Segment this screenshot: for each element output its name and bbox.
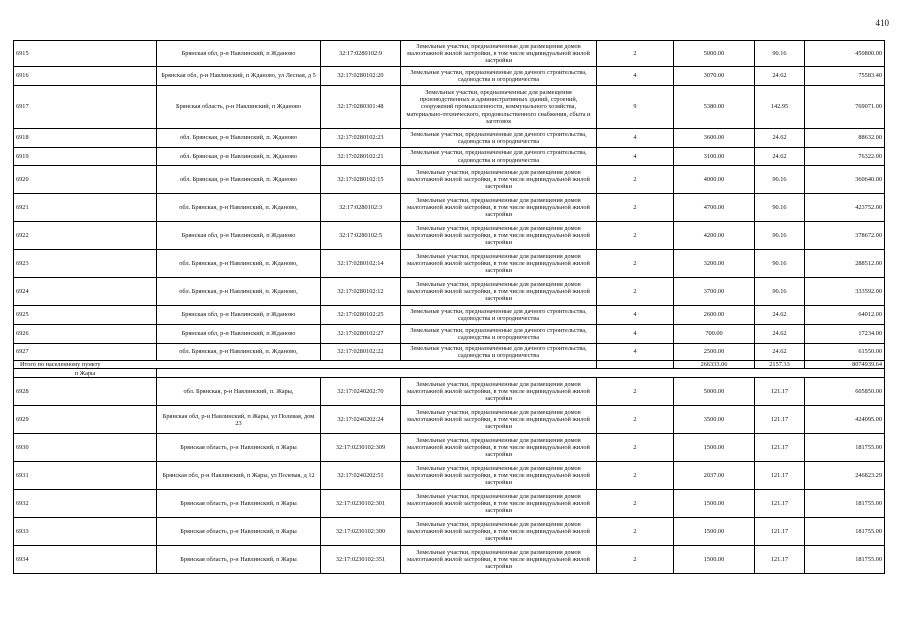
row-number: 6932	[14, 490, 157, 518]
table-row	[14, 67, 885, 86]
subtotal-row	[14, 361, 885, 369]
row-use-group: 4	[597, 306, 674, 325]
locality-row	[14, 369, 885, 378]
row-cadastral-value: 333592.00	[805, 278, 885, 306]
row-land-use: Земельные участки, предназначенные для размещения домов малоэтажной жилой застройки, в том числе индивидуальной жилой застройки	[401, 462, 597, 490]
row-cadastral-number: 32:17:0280102:25	[321, 306, 401, 325]
row-cadastral-value: 360640.00	[805, 166, 885, 194]
row-use-group: 2	[597, 490, 674, 518]
row-area: 5380.00	[674, 86, 755, 129]
row-number: 6930	[14, 434, 157, 462]
row-cadastral-number: 32:17:0280102:23	[321, 129, 401, 148]
row-land-use: Земельные участки, предназначенные для размещения домов малоэтажной жилой застройки, в том числе индивидуальной жилой застройки	[401, 546, 597, 574]
table-row	[14, 325, 885, 344]
row-land-use: Земельные участки, предназначенные для размещения производственных и административных зданий, строений, сооружений промышленности, коммунального хозяйства, материально-технического, продовольственного снабжения, сбыта и заготовок	[401, 86, 597, 129]
row-area: 2500.00	[674, 344, 755, 361]
row-rate: 24.62	[755, 129, 805, 148]
row-use-group: 2	[597, 462, 674, 490]
row-area: 5000.00	[674, 41, 755, 67]
table-row	[14, 518, 885, 546]
row-area: 3600.00	[674, 129, 755, 148]
row-number: 6919	[14, 148, 157, 166]
row-address: Брянская обл, р-н Навлинский, п Жданово	[157, 222, 321, 250]
row-area: 4000.00	[674, 166, 755, 194]
row-address: обл. Брянская, р-н Навлинский, п. Жары,	[157, 378, 321, 406]
row-cadastral-number: 32:17:0280301:48	[321, 86, 401, 129]
row-area: 3100.00	[674, 148, 755, 166]
row-cadastral-value: 88632.00	[805, 129, 885, 148]
row-address: Брянская область, р-н Навлинский, п Жары	[157, 434, 321, 462]
row-area: 1500.00	[674, 434, 755, 462]
row-cadastral-number: 32:17:0280102:27	[321, 325, 401, 344]
row-number: 6918	[14, 129, 157, 148]
row-cadastral-value: 181755.00	[805, 490, 885, 518]
row-use-group: 4	[597, 67, 674, 86]
table-row	[14, 278, 885, 306]
row-use-group: 2	[597, 41, 674, 67]
row-rate: 24.62	[755, 306, 805, 325]
table-row	[14, 86, 885, 129]
row-address: Брянская область, р-н Навлинский, п Жары	[157, 546, 321, 574]
row-address: Брянская область, р-н Навлинский, п Жары	[157, 518, 321, 546]
row-number: 6920	[14, 166, 157, 194]
table-row	[14, 194, 885, 222]
row-cadastral-value: 76322.00	[805, 148, 885, 166]
row-address: Брянская область, р-н Навлинский, п Жары	[157, 490, 321, 518]
row-cadastral-value: 64012.00	[805, 306, 885, 325]
row-cadastral-number: 32:17:0280102:15	[321, 166, 401, 194]
row-use-group: 4	[597, 148, 674, 166]
row-address: обл. Брянская, р-н Навлинский, п. Жданово	[157, 129, 321, 148]
row-rate: 90.16	[755, 278, 805, 306]
land-registry-table	[13, 40, 885, 574]
locality-empty	[157, 369, 885, 378]
row-number: 6931	[14, 462, 157, 490]
row-cadastral-number: 32:17:0230102:301	[321, 490, 401, 518]
row-area: 2600.00	[674, 306, 755, 325]
row-area: 700.00	[674, 325, 755, 344]
row-area: 2037.00	[674, 462, 755, 490]
row-cadastral-value: 75583.40	[805, 67, 885, 86]
row-address: Брянская обл, р-н Навлинский, п Жданово, ул Лесная, д 5	[157, 67, 321, 86]
row-cadastral-number: 32:17:0230102:309	[321, 434, 401, 462]
row-land-use: Земельные участки, предназначенные для размещения домов малоэтажной жилой застройки, в том числе индивидуальной жилой застройки	[401, 194, 597, 222]
row-area: 1500.00	[674, 518, 755, 546]
row-address: Брянская обл, р-н Навлинский, п Жданово	[157, 325, 321, 344]
row-land-use: Земельные участки, предназначенные для размещения домов малоэтажной жилой застройки, в том числе индивидуальной жилой застройки	[401, 41, 597, 67]
row-cadastral-value: 424095.00	[805, 406, 885, 434]
row-address: Брянская обл, р-н Навлинский, п Жданово	[157, 306, 321, 325]
subtotal-value: 8074939.64	[805, 361, 885, 369]
row-rate: 121.17	[755, 546, 805, 574]
row-area: 3700.00	[674, 278, 755, 306]
row-use-group: 2	[597, 406, 674, 434]
row-rate: 121.17	[755, 518, 805, 546]
table-row	[14, 462, 885, 490]
row-land-use: Земельные участки, предназначенные для размещения домов малоэтажной жилой застройки, в том числе индивидуальной жилой застройки	[401, 166, 597, 194]
row-address: обл. Брянская, р-н Навлинский, п. Жданово,	[157, 278, 321, 306]
table-row	[14, 129, 885, 148]
row-land-use: Земельные участки, предназначенные для дачного строительства, садоводства и огородничества	[401, 306, 597, 325]
row-cadastral-value: 181755.00	[805, 434, 885, 462]
row-land-use: Земельные участки, предназначенные для размещения домов малоэтажной жилой застройки, в том числе индивидуальной жилой застройки	[401, 278, 597, 306]
row-rate: 121.17	[755, 462, 805, 490]
row-cadastral-value: 61550.00	[805, 344, 885, 361]
row-use-group: 4	[597, 344, 674, 361]
row-address: обл. Брянская, р-н Навлинский, п. Жданово	[157, 148, 321, 166]
row-area: 1500.00	[674, 490, 755, 518]
row-cadastral-number: 32:17:0280102:12	[321, 278, 401, 306]
row-land-use: Земельные участки, предназначенные для дачного строительства, садоводства и огородничества	[401, 148, 597, 166]
row-address: обл. Брянская, р-н Навлинский, п. Жданово,	[157, 344, 321, 361]
row-address: обл. Брянская, р-н Навлинский, п. Жданово,	[157, 250, 321, 278]
row-cadastral-number: 32:17:0240202:70	[321, 378, 401, 406]
table-row	[14, 166, 885, 194]
row-land-use: Земельные участки, предназначенные для дачного строительства, садоводства и огородничества	[401, 67, 597, 86]
row-area: 4700.00	[674, 194, 755, 222]
row-land-use: Земельные участки, предназначенные для размещения домов малоэтажной жилой застройки, в том числе индивидуальной жилой застройки	[401, 222, 597, 250]
row-rate: 121.17	[755, 434, 805, 462]
row-cadastral-number: 32:17:0280102:14	[321, 250, 401, 278]
row-cadastral-value: 17234.00	[805, 325, 885, 344]
row-land-use: Земельные участки, предназначенные для размещения домов малоэтажной жилой застройки, в том числе индивидуальной жилой застройки	[401, 250, 597, 278]
row-area: 3070.00	[674, 67, 755, 86]
row-cadastral-value: 181755.00	[805, 546, 885, 574]
row-rate: 24.62	[755, 344, 805, 361]
table-row	[14, 41, 885, 67]
row-cadastral-number: 32:17:0280102:22	[321, 344, 401, 361]
row-area: 1500.00	[674, 546, 755, 574]
row-cadastral-number: 32:17:0230102:300	[321, 518, 401, 546]
row-number: 6933	[14, 518, 157, 546]
row-number: 6925	[14, 306, 157, 325]
row-rate: 24.62	[755, 67, 805, 86]
row-number: 6934	[14, 546, 157, 574]
table-row	[14, 378, 885, 406]
row-cadastral-value: 181755.00	[805, 518, 885, 546]
row-cadastral-value: 450800.00	[805, 41, 885, 67]
row-number: 6921	[14, 194, 157, 222]
row-land-use: Земельные участки, предназначенные для дачного строительства, садоводства и огородничества	[401, 325, 597, 344]
table-row	[14, 306, 885, 325]
row-use-group: 2	[597, 222, 674, 250]
row-rate: 90.16	[755, 222, 805, 250]
row-cadastral-number: 32:17:0240202:51	[321, 462, 401, 490]
row-cadastral-number: 32:17:0280102:20	[321, 67, 401, 86]
row-rate: 24.62	[755, 325, 805, 344]
subtotal-label: Итого по населенному пункту	[14, 361, 597, 369]
row-rate: 121.17	[755, 490, 805, 518]
row-land-use: Земельные участки, предназначенные для размещения домов малоэтажной жилой застройки, в том числе индивидуальной жилой застройки	[401, 490, 597, 518]
row-cadastral-number: 32:17:0280102:3	[321, 194, 401, 222]
row-land-use: Земельные участки, предназначенные для размещения домов малоэтажной жилой застройки, в том числе индивидуальной жилой застройки	[401, 518, 597, 546]
row-address: Брянская обл, р-н Навлинский, п Жданово	[157, 41, 321, 67]
row-rate: 121.17	[755, 406, 805, 434]
table-row	[14, 250, 885, 278]
row-cadastral-value: 605850.00	[805, 378, 885, 406]
row-use-group: 4	[597, 129, 674, 148]
subtotal-empty	[597, 361, 674, 369]
row-cadastral-number: 32:17:0280102:21	[321, 148, 401, 166]
row-address: обл. Брянская, р-н Навлинский, п. Жданово,	[157, 194, 321, 222]
row-rate: 90.16	[755, 41, 805, 67]
row-cadastral-number: 32:17:0230102:351	[321, 546, 401, 574]
row-number: 6915	[14, 41, 157, 67]
table-row	[14, 546, 885, 574]
row-cadastral-value: 378672.00	[805, 222, 885, 250]
row-number: 6926	[14, 325, 157, 344]
row-rate: 142.95	[755, 86, 805, 129]
row-use-group: 4	[597, 325, 674, 344]
row-address: Брянская обл, р-н Навлинский, п Жары, ул Полевая, д 12	[157, 462, 321, 490]
row-rate: 121.17	[755, 378, 805, 406]
row-number: 6922	[14, 222, 157, 250]
row-address: Брянская обл, р-н Навлинский, п Жары, ул Полевая, дом 23	[157, 406, 321, 434]
row-number: 6923	[14, 250, 157, 278]
row-use-group: 2	[597, 166, 674, 194]
row-use-group: 2	[597, 278, 674, 306]
row-number: 6927	[14, 344, 157, 361]
row-use-group: 2	[597, 250, 674, 278]
row-use-group: 9	[597, 86, 674, 129]
row-cadastral-value: 769071.00	[805, 86, 885, 129]
row-land-use: Земельные участки, предназначенные для размещения домов малоэтажной жилой застройки, в том числе индивидуальной жилой застройки	[401, 406, 597, 434]
table-row	[14, 222, 885, 250]
table-row	[14, 434, 885, 462]
row-rate: 90.16	[755, 166, 805, 194]
row-number: 6916	[14, 67, 157, 86]
row-number: 6929	[14, 406, 157, 434]
row-land-use: Земельные участки, предназначенные для дачного строительства, садоводства и огородничества	[401, 129, 597, 148]
page-number: 410	[875, 18, 889, 28]
subtotal-area: 266333.06	[674, 361, 755, 369]
row-area: 4200.00	[674, 222, 755, 250]
row-use-group: 2	[597, 546, 674, 574]
row-cadastral-value: 246823.29	[805, 462, 885, 490]
row-cadastral-value: 423752.00	[805, 194, 885, 222]
row-use-group: 2	[597, 378, 674, 406]
subtotal-rate: 2157.33	[755, 361, 805, 369]
row-land-use: Земельные участки, предназначенные для дачного строительства, садоводства и огородничества	[401, 344, 597, 361]
row-address: Брянская область, р-н Навлинский, п Жданово	[157, 86, 321, 129]
row-rate: 90.16	[755, 194, 805, 222]
row-land-use: Земельные участки, предназначенные для размещения домов малоэтажной жилой застройки, в том числе индивидуальной жилой застройки	[401, 434, 597, 462]
row-rate: 90.16	[755, 250, 805, 278]
row-cadastral-number: 32:17:0280102:5	[321, 222, 401, 250]
locality-label: п Жары	[14, 369, 157, 378]
row-number: 6928	[14, 378, 157, 406]
row-number: 6924	[14, 278, 157, 306]
row-use-group: 2	[597, 518, 674, 546]
table-row	[14, 490, 885, 518]
row-cadastral-value: 288512.00	[805, 250, 885, 278]
row-cadastral-number: 32:17:0240202:24	[321, 406, 401, 434]
table-row	[14, 406, 885, 434]
row-area: 5000.00	[674, 378, 755, 406]
row-use-group: 2	[597, 434, 674, 462]
row-cadastral-number: 32:17:0280102:9	[321, 41, 401, 67]
row-area: 3500.00	[674, 406, 755, 434]
row-rate: 24.62	[755, 148, 805, 166]
row-number: 6917	[14, 86, 157, 129]
table-row	[14, 148, 885, 166]
row-address: обл. Брянская, р-н Навлинский, п. Жданово	[157, 166, 321, 194]
row-land-use: Земельные участки, предназначенные для размещения домов малоэтажной жилой застройки, в том числе индивидуальной жилой застройки	[401, 378, 597, 406]
table-row	[14, 344, 885, 361]
row-area: 3200.00	[674, 250, 755, 278]
row-use-group: 2	[597, 194, 674, 222]
